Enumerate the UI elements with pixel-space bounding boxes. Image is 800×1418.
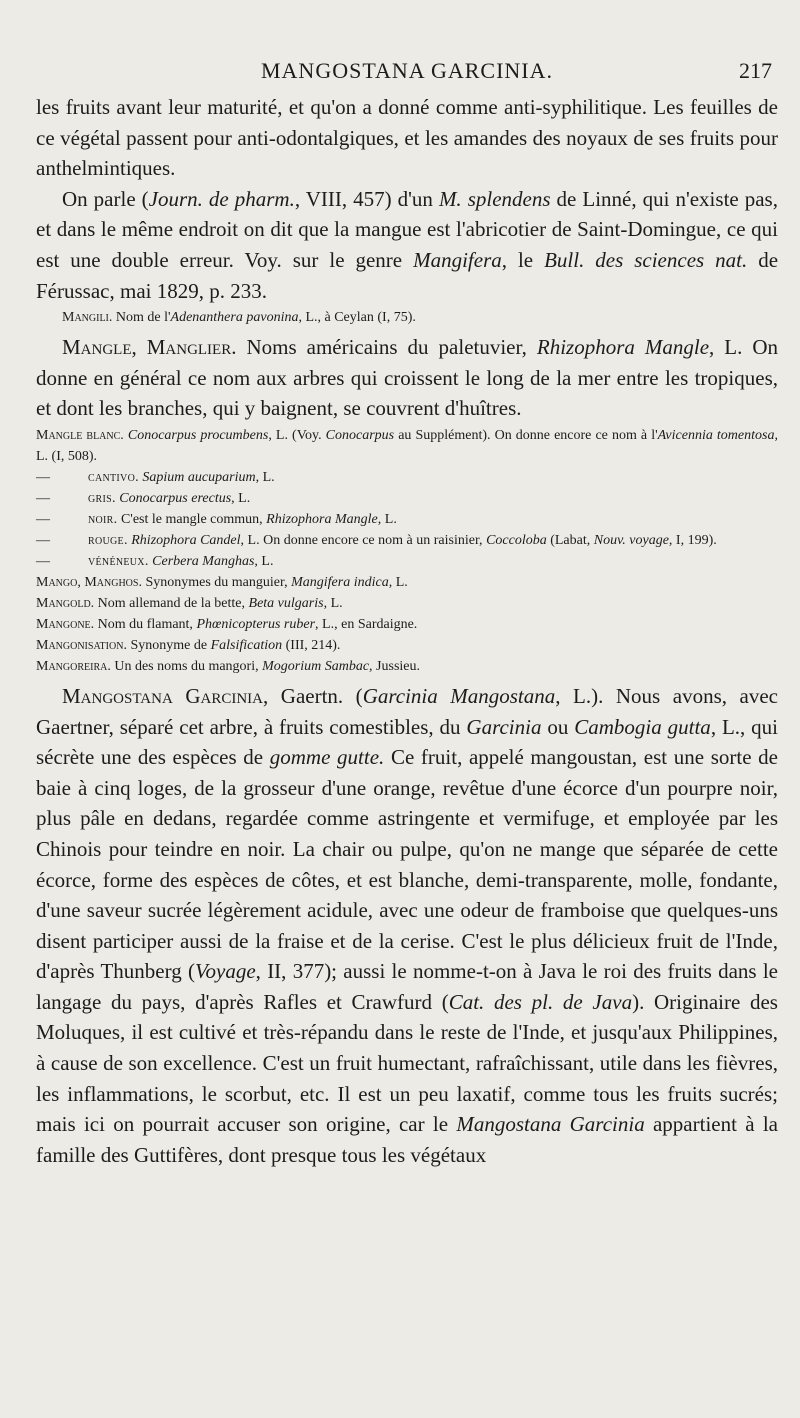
text-run: Mangold. <box>36 595 95 611</box>
entry-mangle-blanc <box>36 425 778 467</box>
text-run: Cerbera Manghas <box>152 553 255 569</box>
text-run: , VIII, 457) d'un <box>294 186 439 211</box>
text-run: rouge. <box>88 532 128 548</box>
text-run: Cambogia gutta <box>574 714 711 739</box>
entry-mango <box>36 572 778 593</box>
text-run: Synonyme de <box>126 637 211 653</box>
text-run: — <box>36 469 50 485</box>
text-run: (Labat, <box>546 532 594 548</box>
text-run: , L., à Ceylan (I, 75). <box>298 310 416 326</box>
text-run: Nom de l' <box>112 310 171 326</box>
text-run: Mangostana Garcinia <box>456 1112 645 1137</box>
text-run: , L.). Nous avons, avec Gaertner, séparé cet arbre, à fruits comestibles, du <box>36 683 778 739</box>
sub-entry-cantivo <box>36 467 778 488</box>
running-title: MANGOSTANA GARCINIA. <box>260 58 554 83</box>
text-run: (III, 214). <box>282 637 341 653</box>
text-run: vénéneux. <box>88 553 149 569</box>
text-run: , L. <box>231 490 251 506</box>
text-run: , L. On donne en général ce nom aux arbres qui croissent le long de la mer entre les tropiques, et dont les branches, qui y baignent, se couvrent d'huîtres. <box>36 335 778 421</box>
headword: Mangle, Manglier. <box>62 335 237 360</box>
text-run: les fruits avant leur maturité, et qu'on a donné comme anti-syphilitique. Les feuilles de ce végétal passent pour anti-odontalgiques, et les amandes des noyaux de ses fruits pour anthelmintiques. <box>36 95 778 181</box>
text-run: , L., qui sécrète une des espèces de <box>36 714 778 770</box>
text-run: gomme gutte. <box>269 745 385 770</box>
page-header <box>36 58 778 88</box>
text-run: Falsification <box>210 637 283 653</box>
text-run: , L. <box>323 595 343 611</box>
text-run: — <box>36 511 50 527</box>
text-run: Rhizophora Candel <box>131 532 241 548</box>
headword: Mangle blanc. <box>36 427 124 443</box>
text-run: , Jussieu. <box>369 658 420 674</box>
page-number: 217 <box>739 58 772 83</box>
text-run: Mango, Manghos. <box>36 574 142 590</box>
text-run: Mangifera <box>413 247 502 272</box>
sub-entry-gris <box>36 488 778 509</box>
text-run: On parle ( <box>62 186 149 211</box>
text-run: Nom allemand de la bette, <box>94 595 249 611</box>
text-run: Coccoloba <box>486 532 547 548</box>
text-run: Conocarpus erectus <box>119 490 232 506</box>
text-run: Noms américains du paletuvier, <box>236 335 537 360</box>
text-run: Rhizophora Mangle <box>536 335 710 360</box>
text-run: gris. <box>88 490 116 506</box>
text-run: , L., en Sardaigne. <box>315 616 418 632</box>
entry-mangonisation <box>36 635 778 656</box>
text-run: — <box>36 553 50 569</box>
text-run: Nom du flamant, <box>94 616 197 632</box>
text-run: Rhizophora Mangle <box>266 511 378 527</box>
text-run: Synonymes du manguier, <box>141 574 292 590</box>
entry-mangle-group <box>36 425 778 677</box>
sub-entry-veneneux <box>36 551 778 572</box>
paragraph-journ-pharm <box>36 184 778 306</box>
text-run: Mangonisation. <box>36 637 127 653</box>
text-run: , L. <box>388 574 408 590</box>
text-run: , L. (I, 508). <box>36 427 778 464</box>
text-run: ). Originaire des Moluques, il est cultivé et très-répandu dans le reste de l'Inde, et jusqu'aux Philippines, à cause de son excellence. C'est un fruit humectant, rafraîchissant, utile dans les fièvres, les inflammations, le scorbut, etc. Il est un peu laxatif, comme tous les fruits sucrés; mais ici on pourrait accuser son origine, car le <box>36 989 778 1137</box>
text-run: Mangone. <box>36 616 95 632</box>
text-run: , L. <box>377 511 397 527</box>
text-run: Conocarpus <box>325 427 395 443</box>
text-run: au Supplément). On donne encore ce nom à l' <box>394 427 658 443</box>
text-run: , Gaertn. ( <box>263 683 363 708</box>
text-run: , I, 199). <box>668 532 717 548</box>
text-run: Avicennia tomentosa <box>657 427 775 443</box>
text-run: Journ. de pharm. <box>148 186 295 211</box>
headword: Mangili. <box>62 310 113 326</box>
text-run: Mangoreira. <box>36 658 111 674</box>
text-run: appartient à la famille des Guttifères, dont presque tous les végétaux <box>36 1112 778 1167</box>
text-run: Nouv. voyage <box>593 532 669 548</box>
entry-mangostana-garcinia <box>36 681 778 1171</box>
text-run: Sapium aucuparium <box>142 469 256 485</box>
text-run: de Linné, qui n'existe pas, et dans le même endroit on dit que la mangue est l'abricotier de Saint-Domingue, ce qui est une double erreur. Voy. sur le genre <box>36 186 778 272</box>
text-run: , II, 377); aussi le nomme-t-on à Java le roi des fruits dans le langage du pays, d'après Rafles et Crawfurd ( <box>36 959 779 1014</box>
text-run: Garcinia <box>466 714 542 739</box>
sub-entry-noir <box>36 509 778 530</box>
text-run: Un des noms du mangori, <box>110 658 263 674</box>
text-run: , le <box>501 247 545 272</box>
entry-mangold <box>36 593 778 614</box>
text-run: M. splendens <box>438 186 551 211</box>
paragraph-continuation <box>36 92 778 184</box>
text-run: Phœnicopterus ruber <box>196 616 316 632</box>
text-run: noir. <box>88 511 118 527</box>
sub-entry-rouge <box>36 530 778 551</box>
text-run: Adenanthera pavonina <box>170 310 299 326</box>
text-run: — <box>36 532 50 548</box>
text-run: Mogorium Sambac <box>262 658 370 674</box>
text-run: Garcinia Mangostana <box>362 683 556 708</box>
text-run: Ce fruit, appelé mangoustan, est une sorte de baie à cinq loges, de la grosseur d'une orange, revêtue d'une écorce d'un pourpre noir, plus pâle en dedans, regardée comme astringente et vermifuge, et employée par les Chinois pour teindre en noir. La chair ou pulpe, qu'on ne mange que séparée de cette écorce, forme des espèces de côtes, et est blanche, demi-transparente, molle, fondante, d'une saveur sucrée légèrement acidule, avec une odeur de framboise que quelques-uns disent participer aussi de la fraise et de la cerise. C'est le plus délicieux fruit de l'Inde, d'après Thunberg ( <box>36 745 778 984</box>
headword: Mangostana Garcinia <box>62 683 263 708</box>
text-run: — <box>36 490 50 506</box>
text-run: C'est le mangle commun, <box>117 511 267 527</box>
entry-mangle <box>36 332 778 424</box>
text-run: de Férussac, mai 1829, p. 233. <box>36 247 779 303</box>
text-run: , L. On donne encore ce nom à un raisinier, <box>240 532 487 548</box>
text-run: Cat. des pl. de Java <box>448 989 633 1014</box>
text-run: , L. <box>255 469 275 485</box>
text-run: , L. (Voy. <box>268 427 326 443</box>
text-run: Voyage <box>195 959 256 984</box>
entry-mangoreira <box>36 656 778 677</box>
text-run: , L. <box>254 553 274 569</box>
text-run: Mangifera indica <box>291 574 389 590</box>
entry-mangili <box>36 307 778 328</box>
text-run: Bull. des sciences nat. <box>544 247 748 272</box>
text-run: cantivo. <box>88 469 139 485</box>
entry-mangone <box>36 614 778 635</box>
text-run: ou <box>541 714 575 739</box>
text-run: Conocarpus procumbens <box>127 427 269 443</box>
text-run: Beta vulgaris <box>248 595 324 611</box>
